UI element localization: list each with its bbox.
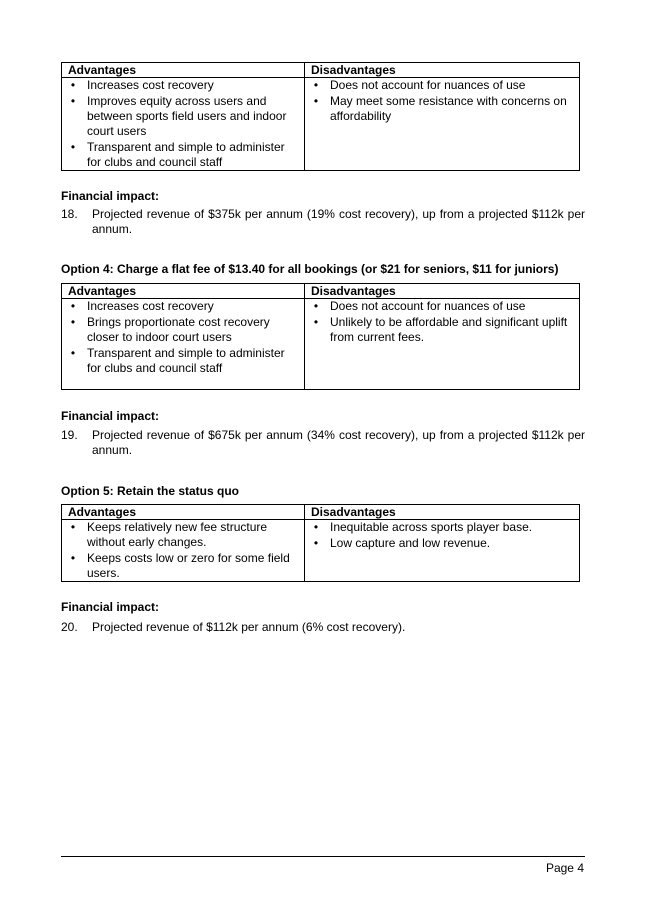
advantage-item: • Keeps relatively new fee structure without early changes.: [62, 520, 304, 550]
bullet-icon: •: [313, 94, 319, 108]
disadvantage-item: • Low capture and low revenue.: [305, 536, 579, 551]
bullet-icon: •: [70, 299, 76, 313]
advantage-item: • Increases cost recovery: [62, 299, 304, 314]
numbered-paragraph: [61, 428, 585, 458]
footer-divider: [61, 856, 585, 857]
financial-impact-heading: Financial impact:: [61, 189, 160, 203]
disadvantages-header: Disadvantages: [305, 63, 580, 78]
option3-pros-cons-table: [61, 62, 580, 171]
bullet-icon: •: [313, 78, 319, 92]
page-number: Page 4: [545, 861, 584, 875]
advantages-header: Advantages: [62, 63, 305, 78]
financial-impact-heading: Financial impact:: [61, 409, 160, 423]
disadvantages-header: Disadvantages: [305, 284, 580, 299]
advantage-item: • Keeps costs low or zero for some field users.: [62, 551, 304, 581]
advantage-item: • Brings proportionate cost recovery closer to indoor court users: [62, 315, 304, 345]
paragraph-text: Projected revenue of $112k per annum (6% cost recovery).: [92, 620, 406, 634]
bullet-icon: •: [70, 78, 76, 92]
advantages-cell: [62, 78, 305, 171]
bullet-icon: •: [70, 346, 76, 360]
advantages-header: Advantages: [62, 505, 305, 520]
bullet-icon: •: [70, 94, 76, 108]
advantages-cell: [62, 520, 305, 582]
bullet-icon: •: [70, 520, 76, 534]
disadvantage-item: • Unlikely to be affordable and significant uplift from current fees.: [305, 315, 579, 345]
financial-impact-heading: Financial impact:: [61, 600, 160, 614]
bullet-icon: •: [313, 536, 319, 550]
advantage-item: • Transparent and simple to administer for clubs and council staff: [62, 140, 304, 170]
bullet-icon: •: [313, 520, 319, 534]
option4-heading: Option 4: Charge a flat fee of $13.40 for all bookings (or $21 for seniors, $11 for juniors): [61, 262, 559, 276]
disadvantage-item: • Inequitable across sports player base.: [305, 520, 579, 535]
paragraph-number: 18.: [61, 207, 78, 221]
paragraph-text: Projected revenue of $675k per annum (34% cost recovery), up from a projected $112k per annum.: [92, 428, 585, 457]
paragraph-number: 19.: [61, 428, 78, 442]
bullet-icon: •: [313, 299, 319, 313]
bullet-icon: •: [313, 315, 319, 329]
bullet-icon: •: [70, 315, 76, 329]
disadvantage-item: • Does not account for nuances of use: [305, 78, 579, 93]
advantage-item: • Transparent and simple to administer for clubs and council staff: [62, 346, 304, 376]
numbered-paragraph: [61, 207, 585, 237]
advantage-item: • Improves equity across users and between sports field users and indoor court users: [62, 94, 304, 139]
option5-heading: Option 5: Retain the status quo: [61, 484, 240, 498]
numbered-paragraph: [61, 620, 585, 635]
bullet-icon: •: [70, 551, 76, 565]
disadvantages-cell: [305, 299, 580, 390]
option5-pros-cons-table: [61, 504, 580, 582]
disadvantages-cell: [305, 520, 580, 582]
paragraph-text: Projected revenue of $375k per annum (19% cost recovery), up from a projected $112k per annum.: [92, 207, 585, 236]
advantages-cell: [62, 299, 305, 390]
option4-pros-cons-table: [61, 283, 580, 390]
advantages-header: Advantages: [62, 284, 305, 299]
disadvantages-header: Disadvantages: [305, 505, 580, 520]
disadvantages-cell: [305, 78, 580, 171]
bullet-icon: •: [70, 140, 76, 154]
disadvantage-item: • Does not account for nuances of use: [305, 299, 579, 314]
advantage-item: • Increases cost recovery: [62, 78, 304, 93]
disadvantage-item: • May meet some resistance with concerns on affordability: [305, 94, 579, 124]
paragraph-number: 20.: [61, 620, 78, 634]
